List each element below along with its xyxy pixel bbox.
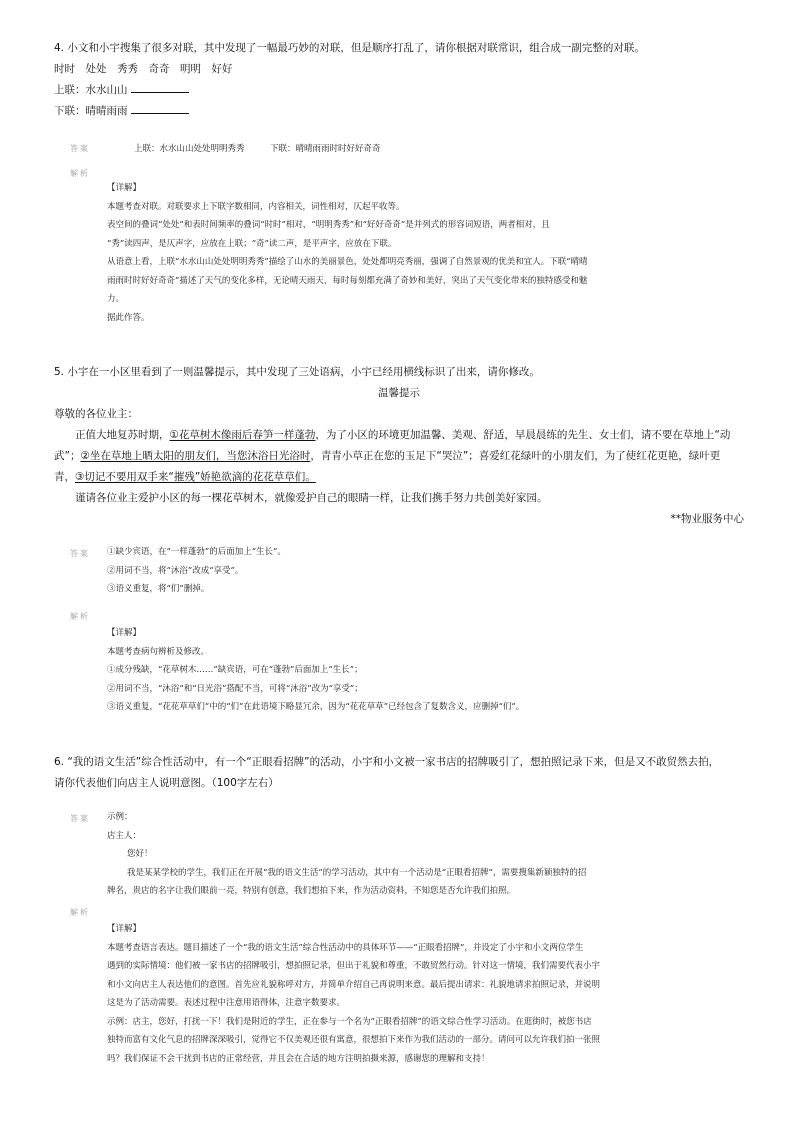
analysis-line: 和小文向店主人表达他们的意图。首先应礼貌称呼对方，并简单介绍自己再说明来意。最后提出请求：礼貌地请求拍照记录，并说明 (107, 979, 601, 990)
question-5 (54, 362, 744, 530)
answer-line: 示例： (107, 812, 133, 822)
analysis-line: 表空间的叠词“处处”和表时间频率的叠词“时时”相对，“明明秀秀”和“好好奇奇”是并列式的形容词短语，两者相对，且 (107, 220, 550, 230)
analysis-line: 据此作答。 (107, 312, 150, 323)
analysis-line: 力。 (107, 294, 125, 304)
analysis-line: 本题考查语言表达。题目描述了一个“我的语文生活”综合性活动中的具体环节——“正眼看招牌”，并设定了小宇和小文两位学生 (107, 942, 584, 953)
answer-text: 上联：水水山山处处明明秀秀 下联：晴晴雨雨时时好好奇奇 (134, 144, 381, 154)
question-4-upper-line: 上联：水水山山 (54, 80, 744, 101)
question-4 (54, 38, 744, 122)
answer-blank[interactable] (131, 81, 189, 93)
analysis-tag: 解析 (70, 612, 90, 621)
analysis-line: 【详解】 (107, 628, 142, 638)
question-4-stem: 4. 小文和小宇搜集了很多对联，其中发现了一幅最巧妙的对联，但是顺序打乱了，请你根据对联常识，组合成一副完整的对联。 (54, 42, 645, 54)
analysis-line: 本题考查病句辨析及修改。 (107, 646, 210, 657)
notice-paragraph-1-end: 青，③切记不要用双手来“摧残”娇艳欲滴的花花草草们。 (54, 471, 316, 483)
analysis-tag: 解析 (70, 169, 90, 178)
notice-paragraph-1: 正值大地复苏时期，①花草树木像雨后春笋一样蓬勃，为了小区的环境更加温馨、美观、舒适，早晨晨练的先生、女士们，请不要在草地上“动 (75, 429, 731, 441)
question-4-words: 时时 处处 秀秀 奇奇 明明 好好 (54, 63, 233, 75)
analysis-line: “秀”读四声，是仄声字，应放在上联；“奇”读二声，是平声字，应放在下联。 (107, 238, 397, 249)
analysis-line: 从语意上看，上联“水水山山处处明明秀秀”描绘了山水的美丽景色，处处都明亮秀丽，强调了自然景观的优美和宜人。下联“晴晴 (107, 257, 588, 267)
error-underline-1: ①花草树木像雨后春笋一样蓬勃 (169, 429, 316, 441)
question-6-answer (70, 808, 710, 903)
answer-line: ③语义重复，将“们”删掉。 (107, 584, 210, 594)
question-6-stem-cont: 请你代表他们向店主人说明意图。（100字左右） (54, 777, 279, 789)
answer-line: 我是某某学校的学生，我们正在开展“我的语文生活”的学习活动，其中有一个活动是“正眼看招牌”，需要搜集新颖独特的招 (127, 867, 587, 878)
notice-greeting: 尊敬的各位业主： (54, 408, 138, 420)
analysis-line: 示例：店主，您好，打扰一下！我们是附近的学生，正在参与一个名为“正眼看招牌”的语文综合性学习活动。在逛街时，被您书店 (107, 1016, 592, 1027)
question-6 (54, 752, 744, 794)
answer-line: 店主人： (107, 830, 142, 841)
analysis-line: ③语义重复，“花花草草们”中的“们”在此语境下略显冗余，因为“花花草草”已经包含了复数含义，应删掉“们”。 (107, 702, 525, 712)
question-4-answer (70, 140, 710, 160)
answer-line: 牌名，贵店的名字让我们眼前一亮，特别有创意，我们想拍下来，作为活动资料，不知您是否允许我们拍照。 (107, 886, 516, 896)
question-4-lower-line: 下联：晴晴雨雨 (54, 101, 744, 122)
answer-line: 您好！ (127, 849, 153, 859)
analysis-line: ①成分残缺，“花草树木……”缺宾语，可在“蓬勃”后面加上“生长”； (107, 665, 363, 675)
analysis-line: 遇到的实际情境：他们被一家书店的招牌吸引，想拍照记录，但出于礼貌和尊重，不敢贸然行动。针对这一情境，我们需要代表小宇 (107, 961, 601, 971)
notice-signature: **物业服务中心 (670, 513, 744, 525)
notice-paragraph-2: 谨请各位业主爱护小区的每一棵花草树木，就像爱护自己的眼睛一样，让我们携手努力共创美好家园。 (75, 492, 548, 504)
analysis-line: 本题考查对联。对联要求上下联字数相同，内容相关，词性相对，仄起平收等。 (107, 201, 405, 212)
answer-line: ②用词不当，将“沐浴”改成“享受”。 (107, 565, 244, 576)
notice-title: 温馨提示 (378, 387, 420, 399)
question-5-stem: 5. 小宇在一小区里看到了一则温馨提示，其中发现了三处语病，小宇已经用横线标识了出来，请你修改。 (54, 366, 540, 378)
analysis-line: ②用词不当，“沐浴”和“日光浴”搭配不当，可将“沐浴”改为“享受”； (107, 683, 363, 694)
answer-tag: 答案 (70, 144, 90, 153)
error-underline-3: ③切记不要用双手来“摧残”娇艳欲滴的花花草草们。 (75, 471, 316, 483)
analysis-line: 【详解】 (107, 924, 142, 934)
analysis-tag: 解析 (70, 908, 90, 917)
analysis-line: 吗？我们保证不会干扰到书店的正常经营，并且会在合适的地方注明拍摄来源，感谢您的理解和支持！ (107, 1053, 490, 1064)
analysis-line: 独特而富有文化气息的招牌深深吸引，觉得它不仅美观还很有寓意，很想拍下来作为我们活动的一部分。请问可以允许我们拍一张照 (107, 1035, 601, 1045)
question-5-answer (70, 543, 710, 605)
answer-tag: 答案 (70, 549, 90, 558)
question-4-analysis (70, 165, 710, 325)
answer-tag: 答案 (70, 814, 90, 823)
analysis-line: 雨雨时时好好奇奇”描述了天气的变化多样，无论晴天雨天，每时每刻都充满了奇妙和美好，突出了天气变化带来的独特感受和魅 (107, 275, 588, 286)
notice-paragraph-1-cont: 武”；②坐在草地上晒太阳的朋友们，当您沐浴日光浴时，青青小草正在您的玉足下“哭泣”；喜爱红花绿叶的小朋友们，为了使红花更艳，绿叶更 (54, 450, 721, 462)
question-5-analysis (70, 608, 710, 718)
question-6-stem: 6. “我的语文生活”综合性活动中，有一个“正眼看招牌”的活动，小宇和小文被一家书店的招牌吸引了，想拍照记录下来，但是又不敢贸然去拍， (54, 756, 720, 768)
analysis-line: 这是为了活动需要。表述过程中注意用语得体，注意字数要求。 (107, 998, 346, 1008)
answer-line: ①缺少宾语，在“一样蓬勃”的后面加上“生长”。 (107, 547, 286, 557)
error-underline-2: ②坐在草地上晒太阳的朋友们，当您沐浴日光浴时 (80, 450, 311, 462)
answer-blank[interactable] (131, 102, 189, 114)
analysis-line: 【详解】 (107, 183, 142, 193)
question-6-analysis (70, 904, 710, 1074)
